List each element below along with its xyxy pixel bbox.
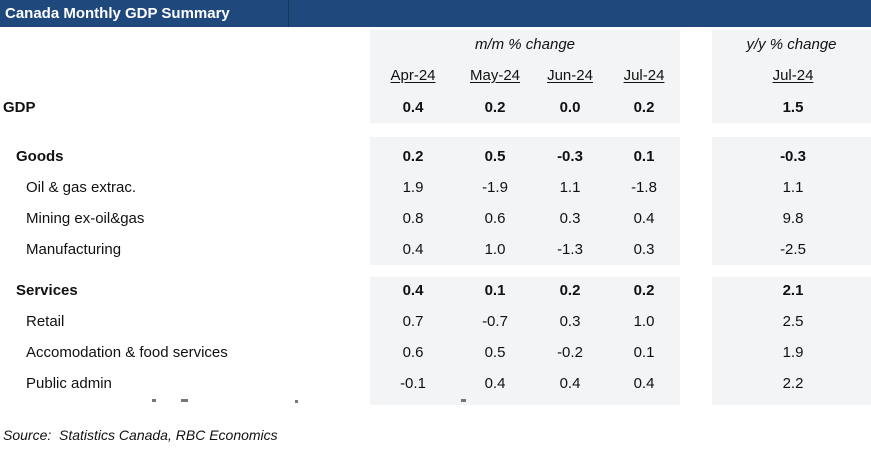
- cell-mm-jun: 0.2: [559, 282, 581, 299]
- cell-mm-apr: 0.4: [402, 99, 424, 116]
- cell-mm-jul: 0.4: [633, 210, 655, 227]
- cell-mm-jun: 0.4: [559, 375, 581, 392]
- cell-yy-jul: 2.5: [782, 313, 804, 330]
- row-label: Oil & gas extrac.: [26, 179, 137, 196]
- cell-mm-jun: 0.3: [559, 313, 581, 330]
- table-row-public-admin: [0, 369, 871, 399]
- cell-mm-may: 0.5: [484, 148, 506, 165]
- cell-mm-jul: -1.8: [631, 179, 657, 196]
- cell-mm-may: 0.2: [484, 99, 506, 116]
- cell-yy-jul: -2.5: [780, 241, 806, 258]
- cell-mm-may: 0.1: [484, 282, 506, 299]
- clipped-glyph-top: [152, 399, 156, 402]
- column-header-apr24: Apr-24: [390, 67, 436, 84]
- row-label: Manufacturing: [26, 241, 122, 258]
- table-row-accomodation: [0, 338, 871, 368]
- cell-mm-may: -1.9: [482, 179, 508, 196]
- page-title: Canada Monthly GDP Summary: [5, 5, 230, 22]
- table-title-bar: [0, 0, 871, 27]
- cell-mm-may: 0.4: [484, 375, 506, 392]
- cell-mm-jun: -1.3: [557, 241, 583, 258]
- cell-yy-jul: 2.1: [782, 282, 804, 299]
- cell-mm-jul: 0.4: [633, 375, 655, 392]
- column-header-yy-jul24: Jul-24: [772, 67, 814, 84]
- row-label: Retail: [26, 313, 65, 330]
- cell-mm-apr: 0.7: [402, 313, 424, 330]
- table-row-gdp: [0, 93, 871, 123]
- cell-mm-apr: -0.1: [400, 375, 426, 392]
- row-label: GDP: [3, 99, 36, 116]
- cell-mm-jun: -0.3: [557, 148, 583, 165]
- table-row-oil-gas: [0, 173, 871, 203]
- column-header-may24: May-24: [469, 67, 521, 84]
- cell-mm-jul: 0.3: [633, 241, 655, 258]
- cell-yy-jul: -0.3: [780, 148, 806, 165]
- column-header-jun24: Jun-24: [547, 67, 593, 84]
- cell-mm-jun: 0.3: [559, 210, 581, 227]
- clipped-glyph-top: [461, 399, 466, 402]
- cell-mm-apr: 0.4: [402, 282, 424, 299]
- cell-mm-jul: 0.2: [633, 282, 655, 299]
- table-row-goods: [0, 142, 871, 172]
- cell-mm-may: -0.7: [482, 313, 508, 330]
- cell-mm-jul: 0.2: [633, 99, 655, 116]
- table-row-retail: [0, 307, 871, 337]
- cell-yy-jul: 1.9: [782, 344, 804, 361]
- cell-mm-jun: 0.0: [559, 99, 581, 116]
- cell-mm-apr: 1.9: [402, 179, 424, 196]
- cell-mm-jun: 1.1: [559, 179, 581, 196]
- row-label: Mining ex-oil&gas: [26, 210, 145, 227]
- cell-mm-jul: 1.0: [633, 313, 655, 330]
- yy-group-header: y/y % change: [746, 36, 837, 53]
- row-label: Public admin: [26, 375, 112, 392]
- table-row-manufacturing: [0, 235, 871, 265]
- source-note: Source: Statistics Canada, RBC Economics: [3, 427, 278, 443]
- clipped-glyph-top: [295, 400, 298, 403]
- cell-mm-apr: 0.6: [402, 344, 424, 361]
- cell-mm-jul: 0.1: [633, 344, 655, 361]
- column-header-row: [0, 62, 871, 90]
- table-row-mining: [0, 204, 871, 234]
- mm-group-header: m/m % change: [474, 36, 576, 53]
- row-label: Services: [16, 282, 78, 299]
- cell-mm-may: 1.0: [484, 241, 506, 258]
- cell-yy-jul: 9.8: [782, 210, 804, 227]
- cell-mm-jun: -0.2: [557, 344, 583, 361]
- clipped-glyph-top: [181, 399, 188, 402]
- cell-mm-apr: 0.4: [402, 241, 424, 258]
- cell-yy-jul: 1.5: [782, 99, 804, 116]
- cell-mm-may: 0.5: [484, 344, 506, 361]
- column-header-jul24: Jul-24: [623, 67, 665, 84]
- cell-mm-jul: 0.1: [633, 148, 655, 165]
- cell-mm-apr: 0.8: [402, 210, 424, 227]
- cell-yy-jul: 2.2: [782, 375, 804, 392]
- title-cell-border: [288, 0, 289, 27]
- cell-mm-may: 0.6: [484, 210, 506, 227]
- table-row-services: [0, 276, 871, 306]
- cell-yy-jul: 1.1: [782, 179, 804, 196]
- cell-mm-apr: 0.2: [402, 148, 424, 165]
- row-label: Accomodation & food services: [26, 344, 228, 361]
- row-label: Goods: [16, 148, 64, 165]
